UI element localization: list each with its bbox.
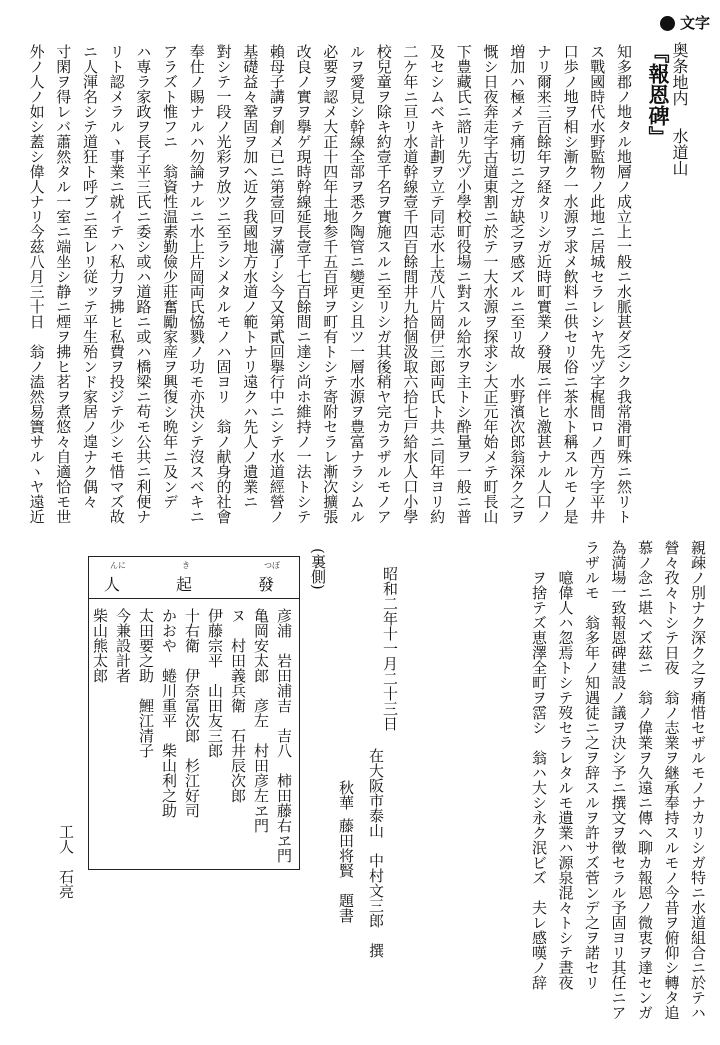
box-divider — [88, 598, 300, 599]
back-side-label: (裏側) — [309, 548, 327, 590]
text-column: 為満場一致報恩碑建設ノ議ヲ決シ予ニ撰文ヲ徵セラル予固ヨリ其任ニア — [609, 540, 628, 1020]
text-column: 亀岡安太郎 彦左 村田彦左ヱ門 — [252, 608, 270, 833]
box-header-ruby: つぼ — [264, 561, 280, 570]
text-column: ニ人渾名シテ道狂ト呼ブニ至レリ従ッテ平生殆ンド家居ノ遑ナク偶々 — [81, 44, 99, 509]
text-column: ス戰國時代水野監物ノ此地ニ居城セラレシヤ先ヅ字梶間ロノ西方字平井 — [588, 44, 607, 524]
text-column: 寸閑ヲ得レバ蕭然タル一室ニ端坐シ静ニ煙ヲ拂ヒ茗ヲ煮悠々自適恰モ世 — [54, 44, 73, 524]
text-column: 柴山熊太郎 — [91, 608, 109, 683]
box-header: 發 — [258, 575, 275, 594]
calligrapher-name: 藤田将賢 題書 — [337, 818, 355, 923]
text-column: 口歩ノ地ヲ相シ漸ク一水源ヲ求メ飲料ニ供セリ俗ニ茶水ト稱スルモノ是 — [561, 44, 580, 524]
page-title: 『報恩碑』 — [646, 42, 671, 147]
box-header-ruby: き — [182, 561, 190, 570]
text-column: 慕ノ念ニ堪ヘズ茲ニ 翁ノ偉業ヲ久遠ニ傳ヘ聊カ報恩ノ微衷ヲ達センガ — [636, 540, 654, 1020]
text-column: リト認メラルヽ事業ニ就イテハ私力ヲ拂ヒ私費ヲ投ジテ少シモ惜マズ故 — [107, 44, 126, 524]
bullet-icon — [660, 16, 675, 31]
text-column: 増加ハ極メテ痛切ニ之ガ缺乏ヲ感ズルニ至リ故 水野濱次郎翁深ク之ヲ — [508, 44, 527, 524]
text-column: ハ専ラ家政ヲ長子平三氏ニ委シ或ハ道路ニ或ハ橋梁ニ苟モ公共ニ利便ナ — [134, 44, 153, 524]
text-column: 十右衛 伊奈冨次郎 杉江好司 — [183, 608, 201, 818]
text-column: ヲ捨テズ恵澤全町ヲ霑シ 翁ハ大シ永ク泯ビズ 夫レ感嘆ノ辞 — [530, 540, 548, 990]
text-column: 及セシムベキ計劃ヲ立テ同志水上茂八片岡伊三郎両氏ト共ニ同年ヨリ約 — [428, 44, 447, 524]
text-column: 改良ノ實ヲ擧ゲ現時幹線延長壹千七百餘間ニ達シ尚ホ維持ノ一法トシテ — [294, 44, 313, 524]
text-column: 知多郡ノ地タル地層ノ成立上一般ニ水脈甚ダ乏シク我常滑町殊ニ然リト — [615, 44, 633, 524]
text-column: 親疎ノ別ナク深ク之ヲ痛惜セザルモノナカリシガ特ニ水道組合ニ於テハ — [689, 540, 707, 1020]
text-column: かおや 蜷川重平 柴山利之助 — [160, 608, 178, 818]
author-place: 在大阪市 — [367, 748, 385, 808]
box-header: 起 — [176, 575, 193, 594]
location-line2: 水道山 — [670, 128, 689, 176]
text-column: 下豊藏氏ニ諮リ先ヅ小學校町役場ニ對スル給水ヲ主トシ酔量ヲ一般ニ普 — [454, 44, 473, 524]
text-column: 奉仕ノ賜ナルハ勿論ナルニ水上片岡両氏恊戮ノ功モ亦決シテ沒スベキニ — [187, 44, 206, 524]
location-line1: 奥条地内 — [670, 42, 689, 106]
text-column: ルヲ愛見シ幹線全部ヲ悉ク陶管ニ變更シ且ツ一層水源ヲ豊富ナラシムル — [348, 44, 366, 524]
box-header-ruby: んに — [110, 561, 126, 570]
text-column: 對シテ一段ノ光彩ヲ放ツニ至ラシメタルモノハ固ヨリ 翁ノ献身的社會 — [214, 44, 233, 524]
text-column: 二ケ年ニ亘リ水道幹線壹千四百餘間井九拾個汲取六拾七戸給水人口小學 — [401, 44, 420, 524]
text-column: ラザルモ 翁多年ノ知遇徒ニ之ヲ辞スルヲ許サズ菅ンデ之ヲ諾セリ — [583, 540, 601, 990]
text-column: ヌ 村田義兵衛 石井辰次郎 — [229, 608, 247, 803]
text-column: 太田要之助 鯉江清子 — [137, 608, 155, 758]
craftsman: 工人 石亮 — [57, 824, 75, 899]
text-column: 賴母子講ヲ創メ已ニ第壹回ヲ滿了シ今又第貳回擧行中ニシテ水道經營ノ — [267, 44, 286, 524]
calligrapher-place: 秋華 — [337, 780, 355, 810]
section-label: 文字 — [680, 14, 711, 32]
text-column: 噫偉人ハ忽焉トシテ歿セラレタルモ遺業ハ源泉混々トシテ晝夜 — [556, 540, 575, 990]
text-column: ナリ爾来三百餘年ヲ経タリシガ近時町實業ノ發展ニ伴ヒ激甚ナル人口ノ — [534, 44, 553, 524]
text-column: 伊藤宗平 山田友三郎 — [206, 608, 224, 758]
text-column: アラズト惟フニ 翁資性温素勤儉少莊奮勵家産ヲ興復シ晩年ニ及ンデ — [161, 44, 180, 509]
text-column: 必要ヲ認メ大正十四年土地参千五百坪ヲ町有トシテ寄附セラレ漸次擴張 — [321, 44, 340, 524]
text-column: 校兒童ヲ除キ約壹千名ヲ實施スルニ至リシガ其後稍ヤ完カラザルモノア — [374, 44, 393, 524]
box-header: 人 — [104, 575, 121, 594]
text-column: 彦浦 岩田浦吉 吉八 柿田藤右ヱ門 — [275, 608, 293, 863]
author-name: 泰山 中村文三郎 撰 — [367, 808, 385, 958]
text-column: 營々孜々トシテ日夜 翁ノ志業ヲ継承奉持スルモノ今昔ヲ俯仰シ轉タ追 — [662, 540, 681, 1020]
text-column: 外ノ人ノ如シ蓋シ偉人ナリ今茲八月三十日 翁ノ溘然易簀サルヽヤ遠近 — [27, 44, 46, 524]
text-column: 今兼設計者 — [114, 608, 132, 683]
inscription-date: 昭和二年十一月二十三日 — [381, 566, 399, 731]
text-column: 基礎益々鞏固ヲ加ヘ近ク我國地方水道ノ範トナリ遠クハ先人ノ遺業ニ — [241, 44, 260, 509]
text-column: 慨シ日夜奔走字古道東割ニ於テ一大水源ヲ探求シ大正元年始メテ町長山 — [481, 44, 500, 524]
